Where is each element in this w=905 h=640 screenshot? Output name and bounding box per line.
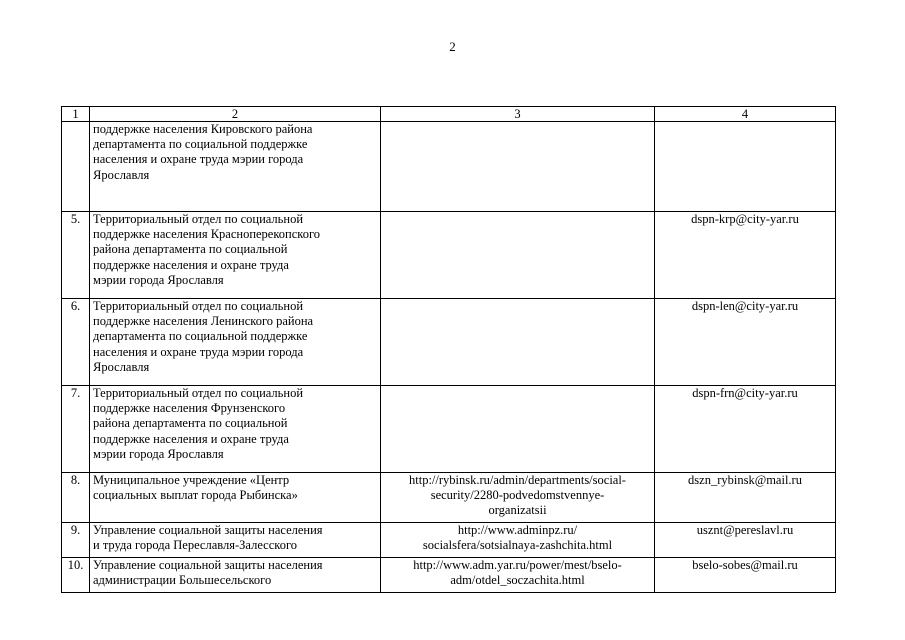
organization-name: Территориальный отдел по социальной поддержке населения Ленинского района департамента по социальной поддержке населения и охране труда мэрии города Ярославля [90, 299, 381, 386]
organization-name: поддержке населения Кировского района департамента по социальной поддержке населения и охране труда мэрии города Ярославля [90, 122, 381, 212]
website-url: http://www.adm.yar.ru/power/mest/bselo- adm/otdel_soczachita.html [381, 558, 655, 593]
organizations-table [61, 106, 836, 593]
row-number: 7. [62, 386, 90, 473]
organization-name: Территориальный отдел по социальной поддержке населения Фрунзенского района департамента по социальной поддержке населения и охране труда мэрии города Ярославля [90, 386, 381, 473]
website-url: http://rybinsk.ru/admin/departments/social- security/2280-podvedomstvennye- organizatsii [381, 473, 655, 523]
header-cell-2: 2 [90, 107, 381, 122]
row-number: 5. [62, 212, 90, 299]
email-address [655, 122, 836, 212]
organization-name: Управление социальной защиты населения администрации Большесельского [90, 558, 381, 593]
table-header-row [62, 107, 836, 122]
email-address: dszn_rybinsk@mail.ru [655, 473, 836, 523]
row-number: 6. [62, 299, 90, 386]
website-url [381, 212, 655, 299]
header-cell-1: 1 [62, 107, 90, 122]
organization-name: Муниципальное учреждение «Центр социальных выплат города Рыбинска» [90, 473, 381, 523]
table-row [62, 299, 836, 386]
row-number: 8. [62, 473, 90, 523]
header-cell-4: 4 [655, 107, 836, 122]
table-row [62, 386, 836, 473]
website-url [381, 386, 655, 473]
table-row [62, 212, 836, 299]
email-address: bselo-sobes@mail.ru [655, 558, 836, 593]
table-row [62, 122, 836, 212]
email-address: dspn-len@city-yar.ru [655, 299, 836, 386]
website-url: http://www.adminpz.ru/ socialsfera/sotsialnaya-zashchita.html [381, 523, 655, 558]
website-url [381, 299, 655, 386]
website-url [381, 122, 655, 212]
page-number: 2 [449, 39, 456, 54]
email-address: dspn-frn@city-yar.ru [655, 386, 836, 473]
organization-name: Территориальный отдел по социальной поддержке населения Красноперекопского района департамента по социальной поддержке населения и охране труда мэрии города Ярославля [90, 212, 381, 299]
row-number [62, 122, 90, 212]
header-cell-3: 3 [381, 107, 655, 122]
email-address: usznt@pereslavl.ru [655, 523, 836, 558]
row-number: 9. [62, 523, 90, 558]
table-row [62, 558, 836, 593]
table-row [62, 523, 836, 558]
table-row [62, 473, 836, 523]
row-number: 10. [62, 558, 90, 593]
organization-name: Управление социальной защиты населения и труда города Переславля-Залесского [90, 523, 381, 558]
email-address: dspn-krp@city-yar.ru [655, 212, 836, 299]
